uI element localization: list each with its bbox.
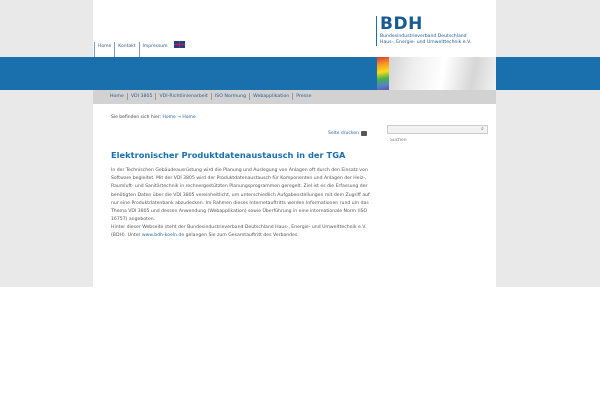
search-input[interactable] <box>388 137 480 144</box>
page-title: Elektronischer Produktdatenaustausch in der TGA <box>111 150 346 160</box>
about-tail: gelangen Sie zum Gesamtauftritt des Verbandes. <box>185 233 299 239</box>
header-image <box>377 57 496 90</box>
print-link[interactable] <box>328 131 367 136</box>
top-nav <box>94 40 171 57</box>
sub-nav-presse[interactable]: Presse <box>292 93 314 100</box>
logo-word: BDH <box>380 14 423 34</box>
print-label[interactable]: Seite drucken <box>328 131 359 136</box>
logo-subtitle-line1: Bundesindustrieverband Deutschland <box>380 34 467 39</box>
logo-bar <box>376 16 377 46</box>
logo-subtitle-line2: Haus-, Energie- und Umwelttechnik e.V. <box>380 40 472 45</box>
header-rainbow-graphic <box>377 57 389 90</box>
sub-nav-webapplikation[interactable]: Webapplikation <box>249 93 292 100</box>
bdh-website-link[interactable]: www.bdh-koeln.de <box>141 233 185 239</box>
search-icon[interactable]: ⌕ <box>481 126 484 132</box>
about-paragraph <box>111 224 373 240</box>
breadcrumb-path[interactable]: Home → Home <box>162 115 196 120</box>
breadcrumb <box>111 115 196 120</box>
sub-nav-home[interactable]: Home <box>110 94 124 99</box>
top-nav-home[interactable]: Home <box>94 42 114 57</box>
printer-icon[interactable] <box>361 131 367 136</box>
english-flag-icon[interactable] <box>174 41 185 48</box>
about-text: Hinter dieser Webseite steht der Bundesindustrieverband Deutschland Haus-, Energie- und Umwelttechnik e.V. (BDH). Unter <box>111 225 367 239</box>
header-blue-band <box>0 57 600 90</box>
sub-nav-vdi-3805[interactable]: VDI 3805 <box>127 93 156 100</box>
top-nav-impressum[interactable]: Impressum <box>139 42 171 57</box>
sub-nav-iso-normung[interactable]: ISO Normung <box>211 93 249 100</box>
search-box <box>387 125 488 134</box>
breadcrumb-prefix: Sie befinden sich hier: <box>111 115 162 120</box>
intro-paragraph: In der Technischen Gebäudeausrüstung wird die Planung und Auslegung von Anlagen oft durch den Einsatz von Software begleitet. Mit der VDI 3805 wird der Produktdatenaustausch für Komponenten und Anlagen der Heiz-, Raumluft- und Sanitärtechnik in rechnergestützten Planungsprogrammen geregelt. Ziel ist es die Erfassung der benötigten Daten über die VDI 3805 vereinheitlicht, um unterschiedlich Aufgabenstellungen mit dem Zugriff auf nur eine Produktdatenbank abzudecken. Im Rahmen dieses Internetauftritts werden Informationen rund um das Thema VDI 3805 und dessen Anwendung (Webapplikation) sowie Überführung in eine internationale Norm (ISO 16757) angeboten. <box>111 168 370 223</box>
top-nav-kontakt[interactable]: Kontakt <box>114 42 138 57</box>
sub-nav <box>110 93 314 100</box>
sub-nav-vdi-richtlinienarbeit[interactable]: VDI-Richtlinienarbeit <box>155 93 210 100</box>
